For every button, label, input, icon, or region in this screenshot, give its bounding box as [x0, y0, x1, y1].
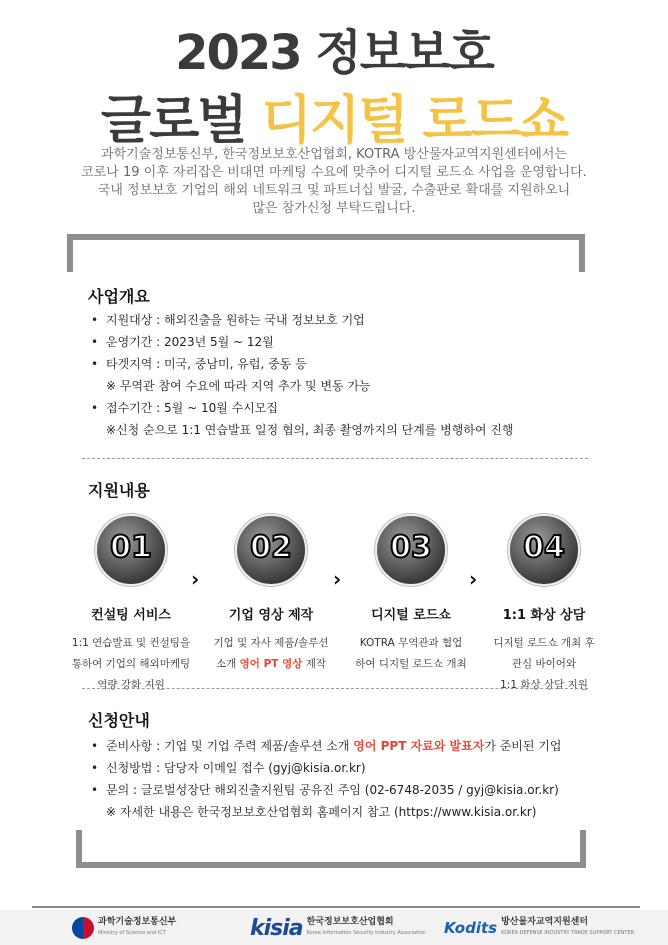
intro-line: 과학기술정보통신부, 한국정보보호산업협회, KOTRA 방산물자교역지원센터에서는	[101, 147, 567, 162]
list-item: • 신청방법 : 담당자 이메일 접수 (gyj@kisia.or.kr)	[91, 761, 366, 775]
step-circle	[508, 514, 580, 586]
highlight-text: 영어 PPT 자료와 발표자	[353, 739, 485, 753]
step-circle	[95, 514, 167, 586]
divider	[82, 458, 588, 459]
intro-line: 국내 정보보호 기업의 해외 네트워크 및 파트너십 발굴, 수출판로 확대를 지원하오니	[97, 183, 571, 198]
title-part1: 글로벌	[100, 91, 262, 151]
page-title-line2	[0, 78, 668, 153]
kisia-logo	[250, 916, 426, 940]
list-note: ※ 자세한 내용은 한국정보보호산업협회 홈페이지 참고 (https://www.kisia.or.kr)	[106, 805, 537, 819]
step-circle	[235, 514, 307, 586]
list-note: ※신청 순으로 1:1 연습발표 일정 협의, 최종 촬영까지의 단계를 병행하여 진행	[106, 423, 514, 437]
kodits-sub: KOREA DEFENSE INDUSTRY TRADE SUPPORT CENTER	[501, 930, 635, 936]
list-item: • 지원대상 : 해외진출을 원하는 국내 정보보호 기업	[91, 313, 365, 327]
frame-bracket-bottom	[76, 830, 586, 868]
step-title: 1:1 화상 상담	[502, 608, 586, 623]
list-item: • 운영기간 : 2023년 5월 ~ 12월	[91, 335, 274, 349]
intro-text	[0, 146, 668, 218]
step-04	[469, 514, 619, 696]
list-item: • 문의 : 글로벌성장단 해외진출지원팀 공유진 주임 (02-6748-2035 / gyj@kisia.or.kr)	[91, 783, 559, 797]
msit-name: 과학기술정보통신부	[98, 917, 177, 927]
section-title-support: 지원내용	[88, 481, 150, 500]
apply-list	[88, 735, 608, 823]
step-03	[336, 514, 486, 675]
list-note: ※ 무역관 참여 수요에 따라 지역 추가 및 변동 가능	[106, 379, 371, 393]
step-desc: KOTRA 무역관과 협업 하여 디지털 로드쇼 개최	[355, 637, 467, 670]
divider	[82, 688, 588, 689]
frame-bracket-top	[67, 234, 585, 272]
overview-list	[88, 309, 608, 441]
title-highlight: 디지털 로드쇼	[261, 91, 568, 151]
footer-divider	[32, 906, 640, 908]
step-title: 디지털 로드쇼	[371, 608, 451, 623]
step-title: 기업 영상 제작	[228, 608, 314, 623]
highlight-text: 영어 PT 영상	[239, 658, 303, 670]
msit-sub: Ministry of Science and ICT	[98, 930, 166, 936]
taegeuk-icon	[72, 917, 94, 939]
step-number: 04	[523, 530, 565, 565]
chevron-right-icon: ›	[191, 567, 200, 591]
kisia-name: 한국정보보호산업협회	[306, 917, 394, 927]
kisia-sub: Korea Information Security Industry Association	[306, 930, 426, 936]
step-desc: 디지털 로드쇼 개최 후 관심 바이어와 1:1 화상 상담 지원	[493, 637, 595, 691]
kisia-wordmark: kisia	[250, 915, 303, 941]
chevron-right-icon: ›	[469, 567, 478, 591]
section-title-apply: 신청안내	[88, 711, 150, 730]
step-title: 컨설팅 서비스	[91, 608, 171, 623]
page-title-line1: 2023 정보보호	[175, 25, 493, 81]
list-item: • 접수기간 : 5월 ~ 10월 수시모집	[91, 401, 278, 415]
intro-line: 많은 참가신청 부탁드립니다.	[252, 201, 416, 216]
step-number: 02	[250, 530, 292, 565]
step-desc: 기업 및 자사 제품/솔루션 소개 영어 PT 영상 제작	[213, 637, 329, 670]
footer-logos	[0, 910, 668, 945]
msit-logo	[72, 916, 176, 940]
section-title-overview: 사업개요	[88, 287, 150, 306]
kodits-logo	[444, 916, 634, 940]
kodits-name: 방산물자교역지원센터	[501, 917, 589, 927]
step-circle	[375, 514, 447, 586]
chevron-right-icon: ›	[333, 567, 342, 591]
step-number: 01	[110, 530, 152, 565]
step-02	[196, 514, 346, 675]
kodits-wordmark: Kodits	[444, 919, 498, 937]
intro-line: 코로나 19 이후 자리잡은 비대면 마케팅 수요에 맞추어 디지털 로드쇼 사업을 운영합니다.	[81, 165, 587, 180]
step-01	[56, 514, 206, 696]
step-number: 03	[390, 530, 432, 565]
step-desc: 1:1 연습발표 및 컨설팅을 통하여 기업의 해외마케팅 역량 강화 지원	[71, 637, 191, 691]
list-item: • 타겟지역 : 미국, 중남미, 유럽, 중동 등	[91, 357, 307, 371]
list-item: • 준비사항 : 기업 및 기업 주력 제품/솔루션 소개 영어 PPT 자료와 발표자가 준비된 기업	[91, 739, 562, 753]
